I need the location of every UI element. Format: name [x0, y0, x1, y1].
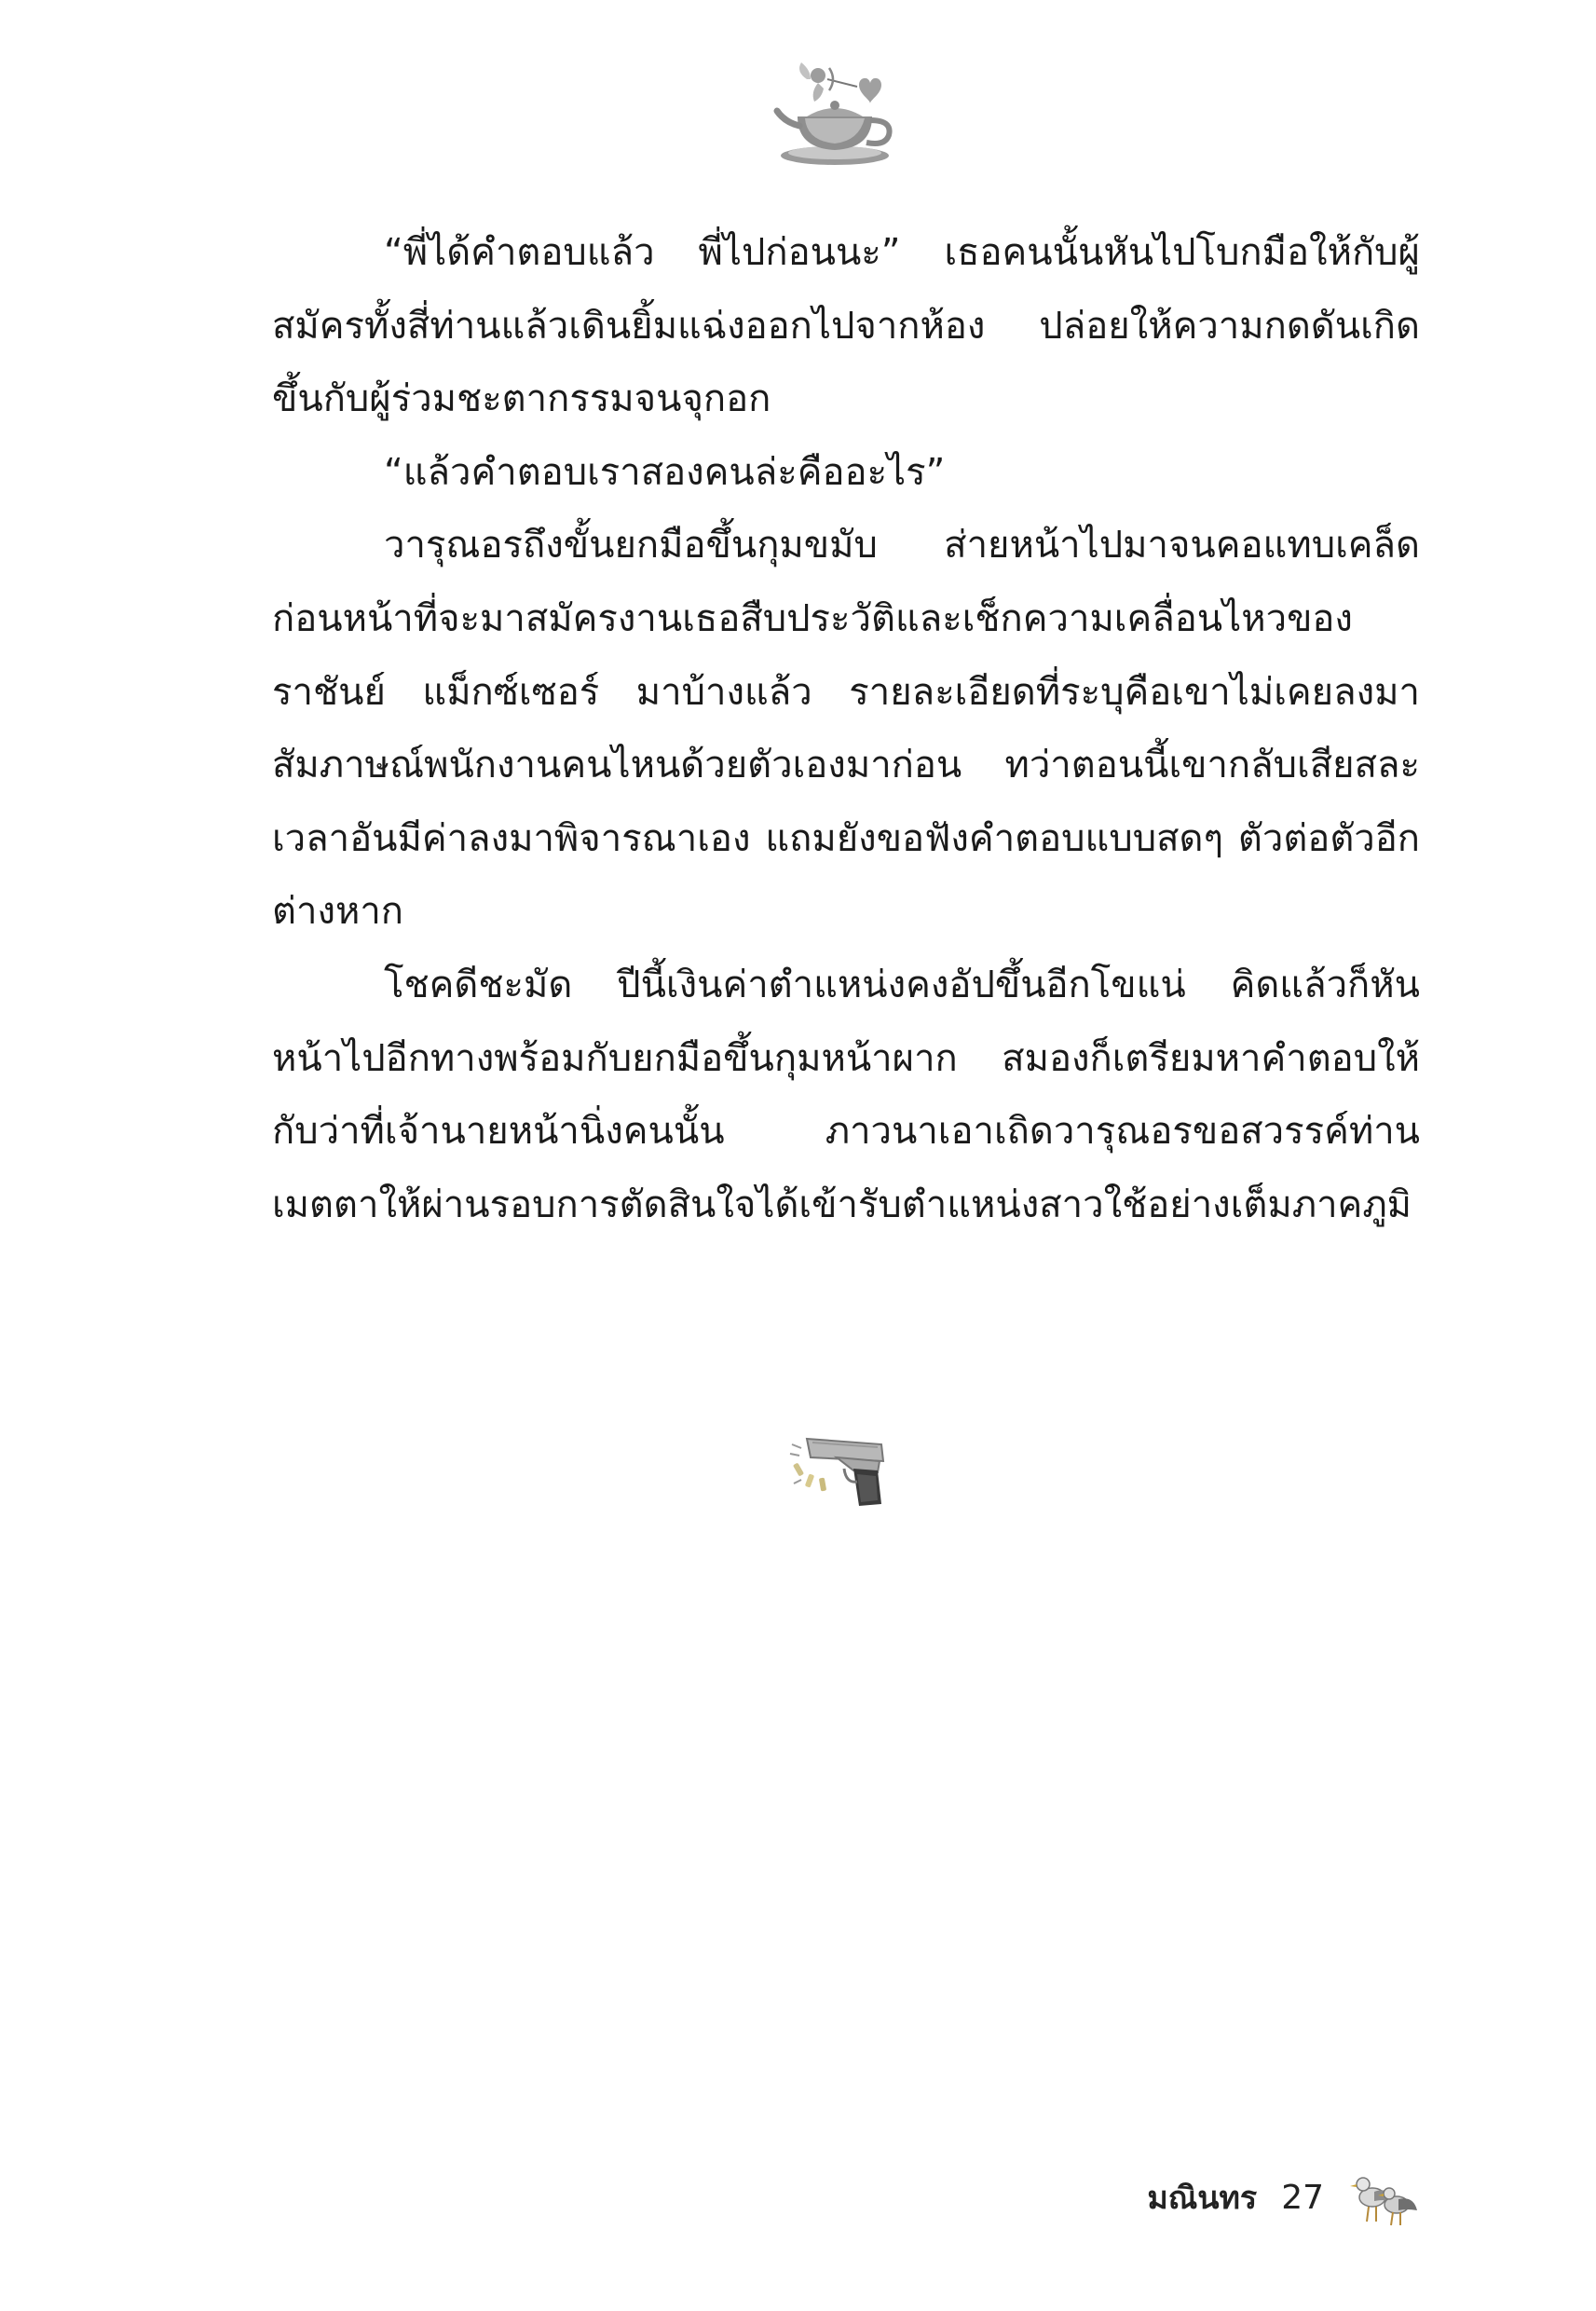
seagulls-icon	[1348, 2164, 1419, 2231]
page-number: 27	[1281, 2178, 1324, 2217]
teapot-cupid-icon	[770, 51, 900, 172]
pistol-icon	[788, 1426, 889, 1511]
page-footer	[1147, 2160, 1419, 2235]
paragraph: วารุณอรถึงขั้นยกมือขึ้นกุมขมับ ส่ายหน้าไปมาจนคอแทบเคล็ด ก่อนหน้าที่จะมาสมัครงานเธอสืบประวัติและเช็กความเคลื่อนไหวของราชันย์ แม็กซ์เซอร์ มาบ้างแล้ว รายละเอียดที่ระบุคือเขาไม่เคยลงมาสัมภาษณ์พนักงานคนไหนด้วยตัวเองมาก่อน ทว่าตอนนี้เขากลับเสียสละเวลาอันมีค่าลงมาพิจารณาเอง แถมยังขอฟังคำตอบแบบสดๆ ตัวต่อตัวอีกต่างหาก	[272, 524, 1420, 934]
author-name: มณินทร	[1147, 2180, 1258, 2217]
chapter-body	[272, 216, 1420, 1241]
paragraph: โชคดีชะมัด ปีนี้เงินค่าตำแหน่งคงอัปขึ้นอีกโขแน่ คิดแล้วก็หันหน้าไปอีกทางพร้อมกับยกมือขึ้นกุมหน้าผาก สมองก็เตรียมหาคำตอบให้กับว่าที่เจ้านายหน้านิ่งคนนั้น ภาวนาเอาเถิดวารุณอรขอสวรรค์ท่านเมตตาให้ผ่านรอบการตัดสินใจได้เข้ารับตำแหน่งสาวใช้อย่างเต็มภาคภูมิ	[272, 963, 1420, 1226]
paragraph: “แล้วคำตอบเราสองคนล่ะคืออะไร”	[384, 450, 946, 494]
paragraph: “พี่ได้คำตอบแล้ว พี่ไปก่อนนะ” เธอคนนั้นหันไปโบกมือให้กับผู้สมัครทั้งสี่ท่านแล้วเดินยิ้มแฉ่งออกไปจากห้อง ปล่อยให้ความกดดันเกิดขึ้นกับผู้ร่วมชะตากรรมจนจุกอก	[272, 231, 1420, 421]
